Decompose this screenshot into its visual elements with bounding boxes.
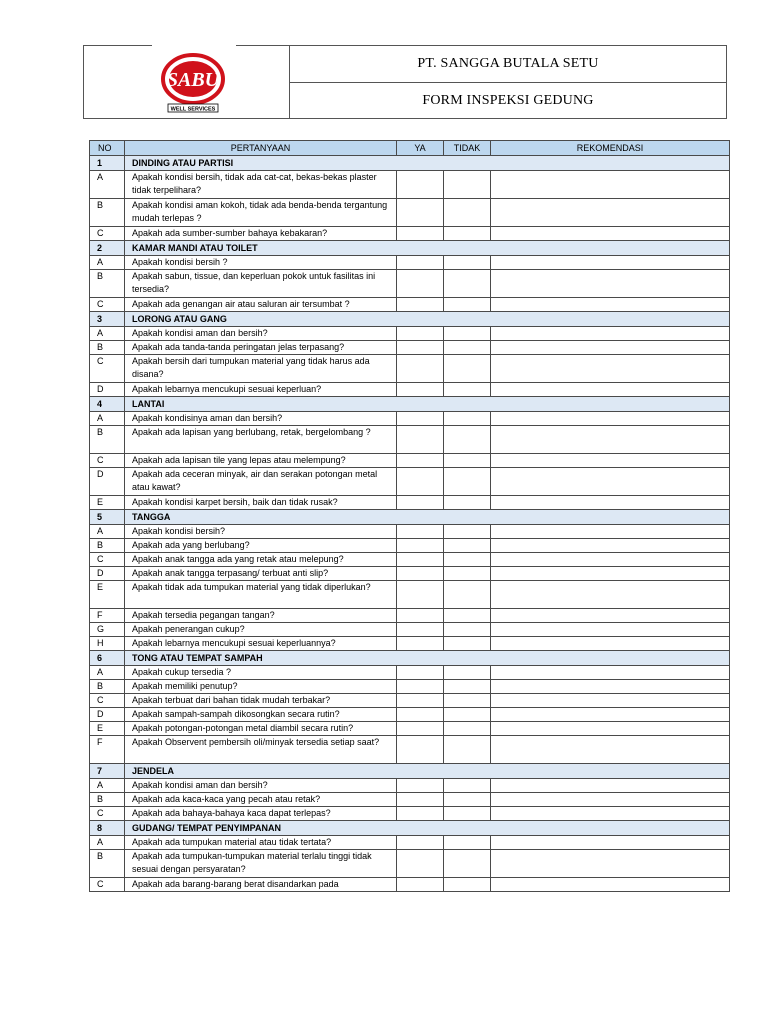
item-letter: A	[90, 412, 125, 426]
yes-checkbox-cell[interactable]	[397, 850, 444, 878]
section-row	[90, 397, 730, 412]
question-text: Apakah ada ceceran minyak, air dan serakan potongan metal atau kawat?	[125, 468, 397, 496]
no-checkbox-cell[interactable]	[444, 383, 491, 397]
yes-checkbox-cell[interactable]	[397, 454, 444, 468]
yes-checkbox-cell[interactable]	[397, 270, 444, 298]
no-checkbox-cell[interactable]	[444, 412, 491, 426]
recommendation-cell[interactable]	[491, 553, 730, 567]
company-logo	[158, 53, 228, 115]
col-header-no-answer: TIDAK	[444, 141, 491, 156]
no-checkbox-cell[interactable]	[444, 426, 491, 454]
item-letter: D	[90, 567, 125, 581]
question-row	[90, 793, 730, 807]
section-title: GUDANG/ TEMPAT PENYIMPANAN	[125, 821, 730, 836]
question-row	[90, 496, 730, 510]
question-text: Apakah kondisi karpet bersih, baik dan tidak rusak?	[125, 496, 397, 510]
item-letter: B	[90, 199, 125, 227]
recommendation-cell[interactable]	[491, 850, 730, 878]
yes-checkbox-cell[interactable]	[397, 496, 444, 510]
item-letter: B	[90, 539, 125, 553]
question-text: Apakah ada yang berlubang?	[125, 539, 397, 553]
question-row	[90, 270, 730, 298]
question-row	[90, 637, 730, 651]
question-text: Apakah cukup tersedia ?	[125, 666, 397, 680]
recommendation-cell[interactable]	[491, 171, 730, 199]
yes-checkbox-cell[interactable]	[397, 553, 444, 567]
section-number: 4	[90, 397, 125, 412]
recommendation-cell[interactable]	[491, 807, 730, 821]
recommendation-cell[interactable]	[491, 426, 730, 454]
no-checkbox-cell[interactable]	[444, 680, 491, 694]
item-letter: B	[90, 270, 125, 298]
recommendation-cell[interactable]	[491, 666, 730, 680]
question-row	[90, 341, 730, 355]
yes-checkbox-cell[interactable]	[397, 525, 444, 539]
question-text: Apakah ada barang-barang berat disandarkan pada	[125, 878, 397, 892]
yes-checkbox-cell[interactable]	[397, 680, 444, 694]
no-checkbox-cell[interactable]	[444, 666, 491, 680]
item-letter: B	[90, 793, 125, 807]
recommendation-cell[interactable]	[491, 623, 730, 637]
question-row	[90, 850, 730, 878]
no-checkbox-cell[interactable]	[444, 850, 491, 878]
section-row	[90, 312, 730, 327]
question-row	[90, 539, 730, 553]
question-row	[90, 426, 730, 454]
logo-cell	[84, 46, 290, 118]
section-row	[90, 510, 730, 525]
no-checkbox-cell[interactable]	[444, 793, 491, 807]
recommendation-cell[interactable]	[491, 694, 730, 708]
recommendation-cell[interactable]	[491, 567, 730, 581]
yes-checkbox-cell[interactable]	[397, 468, 444, 496]
question-row	[90, 581, 730, 609]
question-text: Apakah memiliki penutup?	[125, 680, 397, 694]
item-letter: C	[90, 694, 125, 708]
item-letter: B	[90, 341, 125, 355]
recommendation-cell[interactable]	[491, 270, 730, 298]
question-text: Apakah ada tumpukan material atau tidak tertata?	[125, 836, 397, 850]
section-title: JENDELA	[125, 764, 730, 779]
recommendation-cell[interactable]	[491, 609, 730, 623]
yes-checkbox-cell[interactable]	[397, 807, 444, 821]
no-checkbox-cell[interactable]	[444, 736, 491, 764]
yes-checkbox-cell[interactable]	[397, 793, 444, 807]
no-checkbox-cell[interactable]	[444, 878, 491, 892]
section-title: TONG ATAU TEMPAT SAMPAH	[125, 651, 730, 666]
item-letter: E	[90, 722, 125, 736]
item-letter: B	[90, 426, 125, 454]
col-header-no: NO	[90, 141, 125, 156]
col-header-question: PERTANYAAN	[125, 141, 397, 156]
no-checkbox-cell[interactable]	[444, 807, 491, 821]
question-row	[90, 694, 730, 708]
yes-checkbox-cell[interactable]	[397, 779, 444, 793]
recommendation-cell[interactable]	[491, 878, 730, 892]
recommendation-cell[interactable]	[491, 199, 730, 227]
item-letter: D	[90, 468, 125, 496]
question-row	[90, 708, 730, 722]
no-checkbox-cell[interactable]	[444, 637, 491, 651]
yes-checkbox-cell[interactable]	[397, 227, 444, 241]
no-checkbox-cell[interactable]	[444, 171, 491, 199]
no-checkbox-cell[interactable]	[444, 256, 491, 270]
section-row	[90, 821, 730, 836]
section-number: 1	[90, 156, 125, 171]
no-checkbox-cell[interactable]	[444, 199, 491, 227]
question-text: Apakah kondisinya aman dan bersih?	[125, 412, 397, 426]
recommendation-cell[interactable]	[491, 637, 730, 651]
question-row	[90, 355, 730, 383]
question-text: Apakah tersedia pegangan tangan?	[125, 609, 397, 623]
question-text: Apakah kondisi bersih, tidak ada cat-cat, bekas-bekas plaster tidak terpelihara?	[125, 171, 397, 199]
yes-checkbox-cell[interactable]	[397, 355, 444, 383]
recommendation-cell[interactable]	[491, 355, 730, 383]
yes-checkbox-cell[interactable]	[397, 199, 444, 227]
question-row	[90, 609, 730, 623]
question-row	[90, 525, 730, 539]
question-row	[90, 623, 730, 637]
item-letter: B	[90, 680, 125, 694]
recommendation-cell[interactable]	[491, 341, 730, 355]
no-checkbox-cell[interactable]	[444, 298, 491, 312]
question-text: Apakah potongan-potongan metal diambil secara rutin?	[125, 722, 397, 736]
item-letter: A	[90, 327, 125, 341]
recommendation-cell[interactable]	[491, 539, 730, 553]
yes-checkbox-cell[interactable]	[397, 666, 444, 680]
yes-checkbox-cell[interactable]	[397, 539, 444, 553]
item-letter: A	[90, 779, 125, 793]
item-letter: C	[90, 298, 125, 312]
question-row	[90, 736, 730, 764]
question-text: Apakah ada tumpukan-tumpukan material terlalu tinggi tidak sesuai dengan persyaratan?	[125, 850, 397, 878]
recommendation-cell[interactable]	[491, 454, 730, 468]
no-checkbox-cell[interactable]	[444, 539, 491, 553]
question-text: Apakah anak tangga ada yang retak atau melepung?	[125, 553, 397, 567]
section-title: TANGGA	[125, 510, 730, 525]
section-row	[90, 241, 730, 256]
yes-checkbox-cell[interactable]	[397, 567, 444, 581]
question-text: Apakah terbuat dari bahan tidak mudah terbakar?	[125, 694, 397, 708]
yes-checkbox-cell[interactable]	[397, 637, 444, 651]
item-letter: E	[90, 581, 125, 609]
recommendation-cell[interactable]	[491, 256, 730, 270]
section-number: 2	[90, 241, 125, 256]
no-checkbox-cell[interactable]	[444, 623, 491, 637]
recommendation-cell[interactable]	[491, 708, 730, 722]
no-checkbox-cell[interactable]	[444, 355, 491, 383]
yes-checkbox-cell[interactable]	[397, 256, 444, 270]
item-letter: C	[90, 553, 125, 567]
item-letter: A	[90, 171, 125, 199]
question-text: Apakah kondisi aman kokoh, tidak ada benda-benda tergantung mudah terlepas ?	[125, 199, 397, 227]
no-checkbox-cell[interactable]	[444, 694, 491, 708]
item-letter: C	[90, 454, 125, 468]
company-name: PT. SANGGA BUTALA SETU	[417, 56, 599, 71]
recommendation-cell[interactable]	[491, 227, 730, 241]
question-row	[90, 807, 730, 821]
yes-checkbox-cell[interactable]	[397, 623, 444, 637]
yes-checkbox-cell[interactable]	[397, 708, 444, 722]
question-row	[90, 666, 730, 680]
yes-checkbox-cell[interactable]	[397, 341, 444, 355]
logo-subtext: WELL SERVICES	[170, 106, 216, 113]
yes-checkbox-cell[interactable]	[397, 836, 444, 850]
recommendation-cell[interactable]	[491, 736, 730, 764]
company-name-row	[290, 46, 726, 83]
question-text: Apakah kondisi aman dan bersih?	[125, 779, 397, 793]
table-header-row	[90, 141, 730, 156]
question-row	[90, 454, 730, 468]
item-letter: F	[90, 736, 125, 764]
question-text: Apakah ada lapisan tile yang lepas atau melempung?	[125, 454, 397, 468]
question-row	[90, 412, 730, 426]
yes-checkbox-cell[interactable]	[397, 878, 444, 892]
logo-text: SABU	[166, 69, 220, 91]
no-checkbox-cell[interactable]	[444, 779, 491, 793]
item-letter: B	[90, 850, 125, 878]
yes-checkbox-cell[interactable]	[397, 412, 444, 426]
no-checkbox-cell[interactable]	[444, 525, 491, 539]
no-checkbox-cell[interactable]	[444, 609, 491, 623]
section-number: 5	[90, 510, 125, 525]
yes-checkbox-cell[interactable]	[397, 736, 444, 764]
section-row	[90, 764, 730, 779]
no-checkbox-cell[interactable]	[444, 836, 491, 850]
item-letter: D	[90, 708, 125, 722]
recommendation-cell[interactable]	[491, 298, 730, 312]
question-text: Apakah lebarnya mencukupi sesuai keperluannya?	[125, 637, 397, 651]
question-text: Apakah sabun, tissue, dan keperluan pokok untuk fasilitas ini tersedia?	[125, 270, 397, 298]
item-letter: H	[90, 637, 125, 651]
question-row	[90, 171, 730, 199]
item-letter: A	[90, 836, 125, 850]
yes-checkbox-cell[interactable]	[397, 171, 444, 199]
question-row	[90, 468, 730, 496]
section-title: DINDING ATAU PARTISI	[125, 156, 730, 171]
no-checkbox-cell[interactable]	[444, 722, 491, 736]
form-header	[83, 45, 727, 119]
section-number: 8	[90, 821, 125, 836]
recommendation-cell[interactable]	[491, 525, 730, 539]
item-letter: A	[90, 256, 125, 270]
question-row	[90, 722, 730, 736]
item-letter: C	[90, 227, 125, 241]
item-letter: G	[90, 623, 125, 637]
recommendation-cell[interactable]	[491, 327, 730, 341]
section-row	[90, 156, 730, 171]
question-row	[90, 553, 730, 567]
yes-checkbox-cell[interactable]	[397, 609, 444, 623]
item-letter: C	[90, 878, 125, 892]
question-text: Apakah ada kaca-kaca yang pecah atau retak?	[125, 793, 397, 807]
recommendation-cell[interactable]	[491, 468, 730, 496]
section-number: 3	[90, 312, 125, 327]
recommendation-cell[interactable]	[491, 836, 730, 850]
question-row	[90, 298, 730, 312]
col-header-yes: YA	[397, 141, 444, 156]
yes-checkbox-cell[interactable]	[397, 426, 444, 454]
no-checkbox-cell[interactable]	[444, 567, 491, 581]
yes-checkbox-cell[interactable]	[397, 694, 444, 708]
question-row	[90, 779, 730, 793]
item-letter: F	[90, 609, 125, 623]
no-checkbox-cell[interactable]	[444, 327, 491, 341]
recommendation-cell[interactable]	[491, 779, 730, 793]
item-letter: A	[90, 666, 125, 680]
no-checkbox-cell[interactable]	[444, 270, 491, 298]
question-text: Apakah anak tangga terpasang/ terbuat anti slip?	[125, 567, 397, 581]
no-checkbox-cell[interactable]	[444, 468, 491, 496]
question-text: Apakah lebarnya mencukupi sesuai keperluan?	[125, 383, 397, 397]
no-checkbox-cell[interactable]	[444, 496, 491, 510]
inspection-table	[89, 140, 730, 892]
question-text: Apakah ada bahaya-bahaya kaca dapat terlepas?	[125, 807, 397, 821]
no-checkbox-cell[interactable]	[444, 341, 491, 355]
question-text: Apakah ada genangan air atau saluran air tersumbat ?	[125, 298, 397, 312]
section-title: LANTAI	[125, 397, 730, 412]
question-row	[90, 327, 730, 341]
section-number: 7	[90, 764, 125, 779]
question-text: Apakah ada tanda-tanda peringatan jelas terpasang?	[125, 341, 397, 355]
yes-checkbox-cell[interactable]	[397, 298, 444, 312]
item-letter: D	[90, 383, 125, 397]
question-text: Apakah penerangan cukup?	[125, 623, 397, 637]
question-row	[90, 256, 730, 270]
recommendation-cell[interactable]	[491, 496, 730, 510]
question-row	[90, 567, 730, 581]
recommendation-cell[interactable]	[491, 680, 730, 694]
question-row	[90, 836, 730, 850]
question-row	[90, 878, 730, 892]
question-text: Apakah tidak ada tumpukan material yang tidak diperlukan?	[125, 581, 397, 609]
no-checkbox-cell[interactable]	[444, 553, 491, 567]
question-text: Apakah ada lapisan yang berlubang, retak, bergelombang ?	[125, 426, 397, 454]
question-text: Apakah bersih dari tumpukan material yang tidak harus ada disana?	[125, 355, 397, 383]
recommendation-cell[interactable]	[491, 412, 730, 426]
no-checkbox-cell[interactable]	[444, 581, 491, 609]
col-header-recommendation: REKOMENDASI	[491, 141, 730, 156]
question-row	[90, 383, 730, 397]
item-letter: A	[90, 525, 125, 539]
form-title: FORM INSPEKSI GEDUNG	[422, 92, 594, 108]
yes-checkbox-cell[interactable]	[397, 383, 444, 397]
recommendation-cell[interactable]	[491, 383, 730, 397]
recommendation-cell[interactable]	[491, 581, 730, 609]
recommendation-cell[interactable]	[491, 722, 730, 736]
question-row	[90, 227, 730, 241]
question-row	[90, 680, 730, 694]
yes-checkbox-cell[interactable]	[397, 722, 444, 736]
yes-checkbox-cell[interactable]	[397, 581, 444, 609]
section-title: KAMAR MANDI ATAU TOILET	[125, 241, 730, 256]
question-row	[90, 199, 730, 227]
yes-checkbox-cell[interactable]	[397, 327, 444, 341]
item-letter: C	[90, 355, 125, 383]
no-checkbox-cell[interactable]	[444, 227, 491, 241]
section-title: LORONG ATAU GANG	[125, 312, 730, 327]
question-text: Apakah sampah-sampah dikosongkan secara rutin?	[125, 708, 397, 722]
no-checkbox-cell[interactable]	[444, 708, 491, 722]
section-number: 6	[90, 651, 125, 666]
form-title-row	[290, 83, 726, 118]
question-text: Apakah kondisi bersih?	[125, 525, 397, 539]
section-row	[90, 651, 730, 666]
item-letter: E	[90, 496, 125, 510]
recommendation-cell[interactable]	[491, 793, 730, 807]
question-text: Apakah kondisi aman dan bersih?	[125, 327, 397, 341]
question-text: Apakah Observent pembersih oli/minyak tersedia setiap saat?	[125, 736, 397, 764]
no-checkbox-cell[interactable]	[444, 454, 491, 468]
question-text: Apakah kondisi bersih ?	[125, 256, 397, 270]
question-text: Apakah ada sumber-sumber bahaya kebakaran?	[125, 227, 397, 241]
item-letter: C	[90, 807, 125, 821]
